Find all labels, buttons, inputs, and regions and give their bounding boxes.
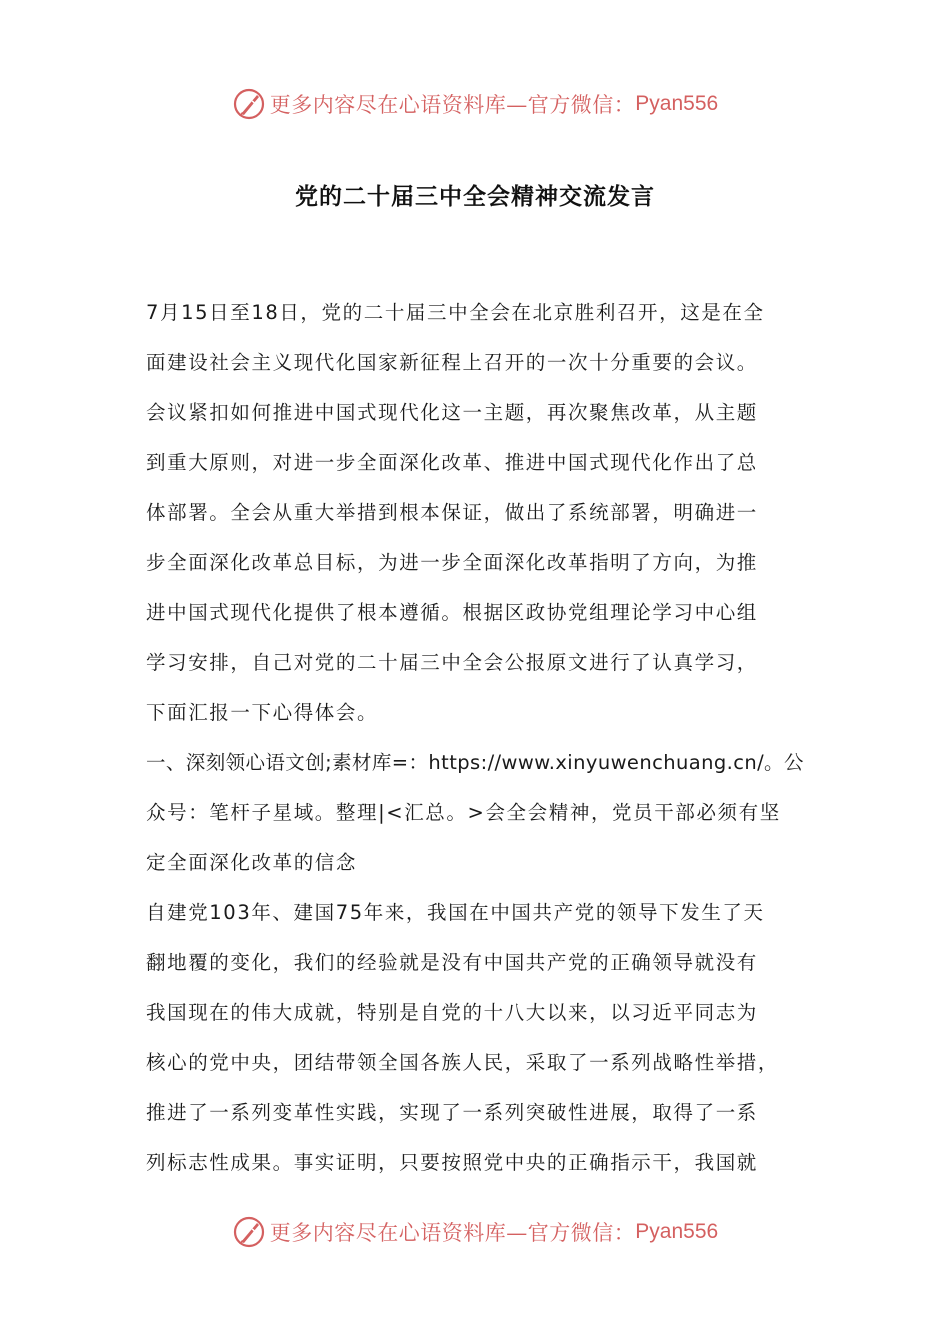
text-line: 下面汇报一下心得体会。	[146, 701, 379, 724]
document-title: 党的二十届三中全会精神交流发言	[295, 184, 655, 210]
text-line: 体部署。全会从重大举措到根本保证，做出了系统部署，明确进一	[146, 501, 758, 524]
text-line: 进中国式现代化提供了根本遵循。根据区政协党组理论学习中心组	[146, 601, 758, 624]
section-heading-line: 定全面深化改革的信念	[146, 851, 358, 874]
text-line: 翻地覆的变化，我们的经验就是没有中国共产党的正确领导就没有	[146, 951, 758, 974]
quill-pen-logo-icon	[232, 87, 266, 121]
text-line: 到重大原则，对进一步全面深化改革、推进中国式现代化作出了总	[146, 451, 758, 474]
text-line: 自建党103年、建国75年来，我国在中国共产党的领导下发生了天	[146, 901, 765, 924]
banner-wechat-id: Pyan556	[635, 92, 719, 115]
text-line: 核心的党中央，团结带领全国各族人民，采取了一系列战略性举措，	[146, 1051, 780, 1074]
text-line: 步全面深化改革总目标，为进一步全面深化改革指明了方向，为推	[146, 551, 758, 574]
text-line: 7月15日至18日，党的二十届三中全会在北京胜利召开，这是在全	[146, 301, 765, 324]
text-line: 会议紧扣如何推进中国式现代化这一主题，再次聚焦改革，从主题	[146, 401, 758, 424]
text-line: 推进了一系列变革性实践，实现了一系列突破性进展，取得了一系	[146, 1101, 758, 1124]
quill-pen-logo-icon	[232, 1215, 266, 1249]
text-line: 列标志性成果。事实证明，只要按照党中央的正确指示干，我国就	[146, 1151, 758, 1174]
banner-text: 更多内容尽在心语资料库—官方微信：	[269, 1221, 636, 1245]
text-line: 面建设社会主义现代化国家新征程上召开的一次十分重要的会议。	[146, 351, 758, 374]
banner-text: 更多内容尽在心语资料库—官方微信：	[269, 93, 636, 117]
text-line: 学习安排，自己对党的二十届三中全会公报原文进行了认真学习，	[146, 651, 758, 674]
section-heading-line: 众号：笔杆子星域。整理|<汇总。>会全会精神，党员干部必须有坚	[146, 801, 781, 824]
footer-banner	[0, 1210, 950, 1254]
header-banner	[0, 82, 950, 126]
section-heading-line: 一、深刻领心语文创;素材库=：https://www.xinyuwenchuang.cn/。公	[146, 751, 804, 774]
document-body	[146, 288, 812, 1188]
text-line: 我国现在的伟大成就，特别是自党的十八大以来，以习近平同志为	[146, 1001, 758, 1024]
banner-wechat-id: Pyan556	[635, 1220, 719, 1243]
